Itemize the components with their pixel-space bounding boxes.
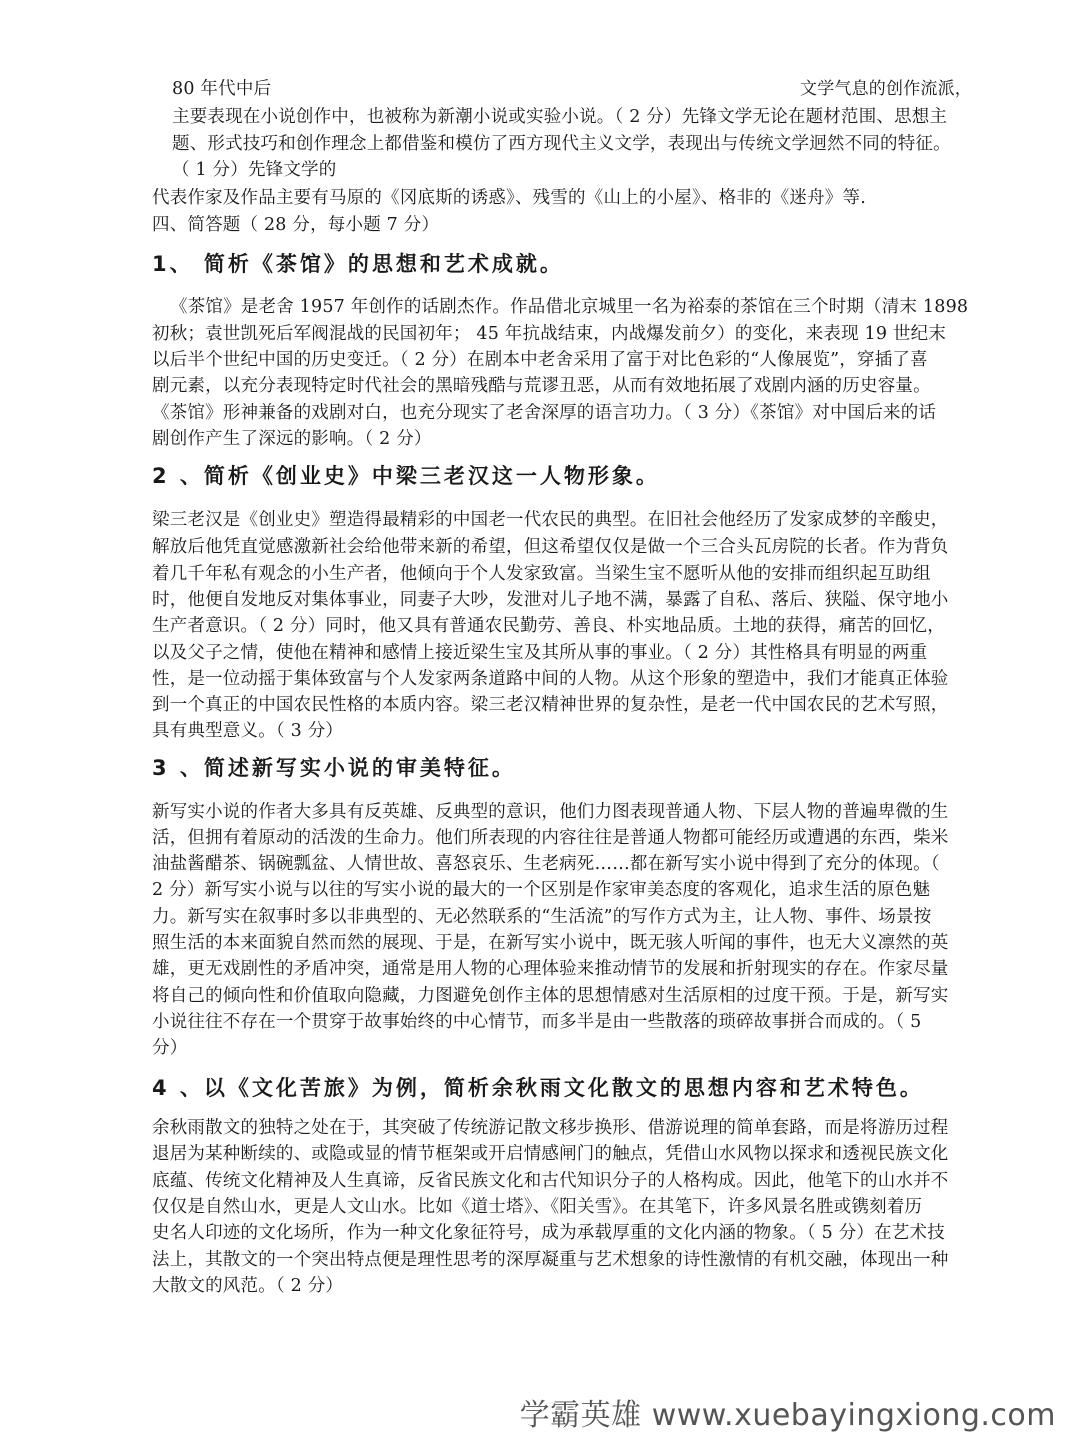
intro-line-1a: 80 年代中后 <box>172 79 272 99</box>
q2-line: 解放后他凭直觉感激新社会给他带来新的希望，但这希望仅仅是做一个三合头瓦房院的长者。作为背负 <box>152 537 949 557</box>
q3-line: 分） <box>152 1038 188 1058</box>
q4-line: 退居为某种断续的、或隐或显的情节框架或开启情感闸门的触点，凭借山水风物以探求和透视民族文化 <box>152 1144 949 1164</box>
q4-line: 法上，其散文的一个突出特点便是理性思考的深厚凝重与艺术想象的诗性激情的有机交融，体现出一种 <box>152 1250 949 1270</box>
q1-line: 《茶馆》是老舍 1957 年创作的话剧杰作。作品借北京城里一名为裕泰的茶馆在三个时期（清末 1898 <box>170 297 969 317</box>
q3-line: 油盐酱醋茶、锅碗瓢盆、人情世故、喜怒哀乐、生老病死……都在新写实小说中得到了充分的体现。（ <box>152 854 940 874</box>
intro-line-4: （ 1 分）先锋文学的 <box>172 160 337 180</box>
q3-line: 2 分）新写实小说与以往的写实小说的最大的一个区别是作家审美态度的客观化，追求生活的原色魅 <box>152 880 931 900</box>
q1-line: 以后半个世纪中国的历史变迁。（ 2 分）在剧本中老舍采用了富于对比色彩的“人像展览”，穿插了喜 <box>152 350 928 370</box>
q3-line: 将自己的倾向性和价值取向隐藏，力图避免创作主体的思想情感对生活原相的过度干预。于是，新写实 <box>152 986 949 1006</box>
q4-line: 史名人印迹的文化场所，作为一种文化象征符号，成为承载厚重的文化内涵的物象。（ 5 分）在艺术技 <box>152 1223 945 1243</box>
intro-line-2: 主要表现在小说创作中，也被称为新潮小说或实验小说。（ 2 分）先锋文学无论在题材范围、思想主 <box>172 107 948 127</box>
q2-line: 梁三老汉是《创业史》塑造得最精彩的中国老一代农民的典型。在旧社会他经历了发家成梦的辛酸史， <box>152 510 949 530</box>
q4-line: 余秋雨散文的独特之处在于，其突破了传统游记散文移步换形、借游说理的简单套路，而是将游历过程 <box>152 1118 949 1138</box>
intro-line-1b: 文学气息的创作流派， <box>800 79 972 99</box>
q4-line: 底蕴、传统文化精神及人生真谛，反省民族文化和古代知识分子的人格构成。因此，他笔下的山水并不 <box>152 1171 949 1191</box>
question-2-title: 2 、简析《创业史》中梁三老汉这一人物形象。 <box>152 464 660 488</box>
section-heading: 四、简答题（ 28 分，每小题 7 分） <box>152 215 440 235</box>
q3-line: 新写实小说的作者大多具有反英雄、反典型的意识，他们力图表现普通人物、下层人物的普遍卑微的生 <box>152 802 949 822</box>
q2-line: 时，他便自发地反对集体事业，同妻子大吵，发泄对儿子地不满，暴露了自私、落后、狭隘、保守地小 <box>152 590 949 610</box>
q2-line: 生产者意识。（ 2 分）同时，他又具有普通农民勤劳、善良、朴实地品质。土地的获得，痛苦的回忆， <box>152 616 945 636</box>
q1-line: 初秋；袁世凯死后军阀混战的民国初年； 45 年抗战结束，内战爆发前夕）的变化，来表现 19 世纪末 <box>152 324 947 344</box>
q3-line: 雄，更无戏剧性的矛盾冲突，通常是用人物的心理体验来推动情节的发展和折射现实的存在。作家尽量 <box>152 959 949 979</box>
q3-line: 活，但拥有着原动的活泼的生命力。他们所表现的内容往往是普通人物都可能经历或遭遇的东西，柴米 <box>152 828 949 848</box>
q4-line: 仅仅是自然山水，更是人文山水。比如《道士塔》、《阳关雪》。在其笔下，许多风景名胜或镌刻着历 <box>152 1197 923 1217</box>
q2-line: 到一个真正的中国农民性格的本质内容。梁三老汉精神世界的复杂性，是老一代中国农民的艺术写照， <box>152 695 949 715</box>
q2-line: 以及父子之情，使他在精神和感情上接近梁生宝及其所从事的事业。（ 2 分）其性格具有明显的两重 <box>152 643 928 663</box>
q4-line: 大散文的风范。（ 2 分） <box>152 1276 344 1296</box>
q1-line: 《茶馆》形神兼备的戏剧对白，也充分现实了老舍深厚的语言功力。（ 3 分）《茶馆》对中国后来的话 <box>152 403 937 423</box>
question-1-title: 1、 简析《茶馆》的思想和艺术成就。 <box>152 252 564 276</box>
q3-line: 力。新写实在叙事时多以非典型的、无必然联系的“生活流”的写作方式为主，让人物、事件、场景按 <box>152 907 932 927</box>
watermark: 学霸英雄 www.xuebayingxiong.com <box>519 1398 1056 1433</box>
q2-line: 具有典型意义。（ 3 分） <box>152 721 344 741</box>
question-4-title: 4 、以《文化苦旅》为例，简析余秋雨文化散文的思想内容和艺术特色。 <box>152 1076 924 1100</box>
q2-line: 性，是一位动摇于集体致富与个人发家两条道路中间的人物。从这个形象的塑造中，我们才能真正体验 <box>152 669 949 689</box>
intro-line-5: 代表作家及作品主要有马原的《冈底斯的诱惑》、残雪的《山上的小屋》、格非的《迷舟》等. <box>152 188 866 208</box>
q3-line: 照生活的本来面貌自然而然的展现、于是，在新写实小说中，既无骇人听闻的事件，也无大义凛然的英 <box>152 933 949 953</box>
question-3-title: 3 、简述新写实小说的审美特征。 <box>152 756 516 780</box>
q1-line: 剧创作产生了深远的影响。（ 2 分） <box>152 429 432 449</box>
intro-line-3: 题、形式技巧和创作理念上都借鉴和模仿了西方现代主义文学，表现出与传统文学迥然不同的特征。 <box>172 134 951 154</box>
q2-line: 着几千年私有观念的小生产者，他倾向于个人发家致富。当梁生宝不愿听从他的安排而组织起互助组 <box>152 564 931 584</box>
q1-line: 剧元素，以充分表现特定时代社会的黑暗残酷与荒谬丑恶，从而有效地拓展了戏剧内涵的历史容量。 <box>152 376 931 396</box>
q3-line: 小说往往不存在一个贯穿于故事始终的中心情节，而多半是由一些散落的琐碎故事拼合而成的。（ 5 <box>152 1012 922 1032</box>
